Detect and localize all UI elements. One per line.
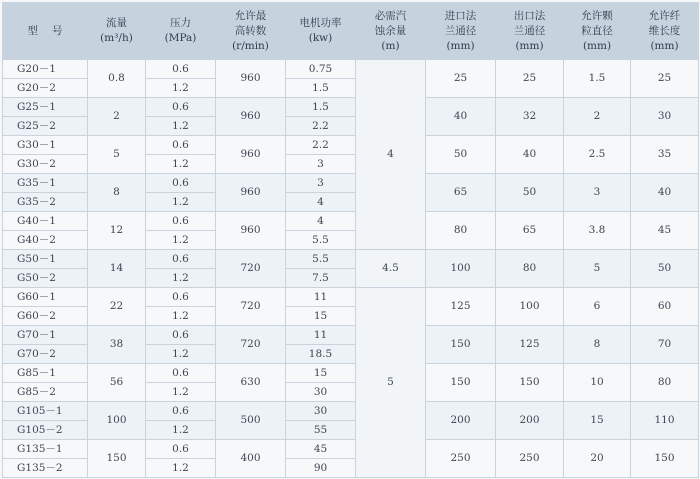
inlet-cell: 50 <box>426 136 496 174</box>
particle-cell: 1.5 <box>564 60 631 98</box>
fiber-cell: 60 <box>631 288 699 326</box>
model-cell: G50－2 <box>3 269 88 288</box>
power-cell: 3 <box>286 174 356 193</box>
pressure-cell: 0.6 <box>146 60 216 79</box>
pressure-cell: 0.6 <box>146 174 216 193</box>
particle-cell: 15 <box>564 402 631 440</box>
pressure-cell: 0.6 <box>146 364 216 383</box>
header-flow <box>88 3 146 60</box>
model-cell: G30－1 <box>3 136 88 155</box>
fiber-cell: 50 <box>631 250 699 288</box>
header-inlet-diameter <box>426 3 496 60</box>
power-cell: 30 <box>286 402 356 421</box>
outlet-cell: 125 <box>496 326 564 364</box>
outlet-cell: 65 <box>496 212 564 250</box>
header-line: 号 <box>52 24 63 37</box>
power-cell: 4 <box>286 212 356 231</box>
power-cell: 11 <box>286 288 356 307</box>
speed-cell: 960 <box>216 60 286 98</box>
outlet-cell: 100 <box>496 288 564 326</box>
power-cell: 45 <box>286 440 356 459</box>
pressure-cell: 1.2 <box>146 383 216 402</box>
speed-cell: 960 <box>216 136 286 174</box>
fiber-cell: 30 <box>631 98 699 136</box>
header-line: 必需汽 <box>374 9 407 22</box>
outlet-cell: 32 <box>496 98 564 136</box>
model-cell: G70－1 <box>3 326 88 345</box>
header-line: 高转数 <box>234 24 267 37</box>
header-row <box>3 3 699 60</box>
pressure-cell: 0.6 <box>146 326 216 345</box>
model-cell: G20－2 <box>3 79 88 98</box>
inlet-cell: 200 <box>426 402 496 440</box>
speed-cell: 960 <box>216 98 286 136</box>
speed-cell: 720 <box>216 250 286 288</box>
pressure-cell: 1.2 <box>146 345 216 364</box>
model-cell: G50－1 <box>3 250 88 269</box>
header-model <box>3 3 88 60</box>
inlet-cell: 125 <box>426 288 496 326</box>
header-line: (mm) <box>515 39 544 52</box>
inlet-cell: 25 <box>426 60 496 98</box>
particle-cell: 2 <box>564 98 631 136</box>
header-line: 出口法 <box>513 9 546 22</box>
particle-cell: 10 <box>564 364 631 402</box>
particle-cell: 3.8 <box>564 212 631 250</box>
pressure-cell: 1.2 <box>146 459 216 478</box>
header-line: 兰通径 <box>444 24 477 37</box>
table-row <box>3 60 699 79</box>
power-cell: 55 <box>286 421 356 440</box>
flow-cell: 8 <box>88 174 146 212</box>
table-row <box>3 250 699 269</box>
header-line: 压力 <box>170 17 191 29</box>
header-particle-diameter <box>564 3 631 60</box>
model-cell: G25－1 <box>3 98 88 117</box>
power-cell: 15 <box>286 307 356 326</box>
table-row <box>3 98 699 117</box>
flow-cell: 0.8 <box>88 60 146 98</box>
header-npsh <box>356 3 426 60</box>
table-body <box>3 60 699 478</box>
pressure-cell: 1.2 <box>146 307 216 326</box>
outlet-cell: 250 <box>496 440 564 478</box>
pressure-cell: 1.2 <box>146 79 216 98</box>
inlet-cell: 80 <box>426 212 496 250</box>
fiber-cell: 25 <box>631 60 699 98</box>
speed-cell: 720 <box>216 326 286 364</box>
flow-cell: 12 <box>88 212 146 250</box>
fiber-cell: 40 <box>631 174 699 212</box>
pressure-cell: 1.2 <box>146 269 216 288</box>
header-line: (m³/h) <box>100 32 133 44</box>
power-cell: 5.5 <box>286 231 356 250</box>
pressure-cell: 0.6 <box>146 212 216 231</box>
model-cell: G40－2 <box>3 231 88 250</box>
header-fiber-length <box>631 3 699 60</box>
table-row <box>3 212 699 231</box>
power-cell: 11 <box>286 326 356 345</box>
header-line: 兰通径 <box>513 24 546 37</box>
particle-cell: 6 <box>564 288 631 326</box>
table-row <box>3 440 699 459</box>
header-line: 流量 <box>106 17 127 29</box>
pressure-cell: 0.6 <box>146 136 216 155</box>
power-cell: 5.5 <box>286 250 356 269</box>
flow-cell: 150 <box>88 440 146 478</box>
power-cell: 1.5 <box>286 79 356 98</box>
header-line: 允许颗 <box>581 9 613 22</box>
pressure-cell: 0.6 <box>146 250 216 269</box>
table-row <box>3 364 699 383</box>
particle-cell: 5 <box>564 250 631 288</box>
table-row <box>3 402 699 421</box>
model-cell: G40－1 <box>3 212 88 231</box>
flow-cell: 5 <box>88 136 146 174</box>
model-cell: G70－2 <box>3 345 88 364</box>
fiber-cell: 110 <box>631 402 699 440</box>
npsh-cell: 4.5 <box>356 250 426 288</box>
pump-spec-table <box>2 2 699 478</box>
power-cell: 2.2 <box>286 117 356 136</box>
fiber-cell: 150 <box>631 440 699 478</box>
pressure-cell: 0.6 <box>146 440 216 459</box>
table-row <box>3 288 699 307</box>
model-cell: G30－2 <box>3 155 88 174</box>
speed-cell: 960 <box>216 212 286 250</box>
flow-cell: 2 <box>88 98 146 136</box>
power-cell: 18.5 <box>286 345 356 364</box>
power-cell: 0.75 <box>286 60 356 79</box>
model-cell: G35－1 <box>3 174 88 193</box>
model-cell: G35－2 <box>3 193 88 212</box>
pressure-cell: 1.2 <box>146 117 216 136</box>
header-line: (mm) <box>650 39 679 52</box>
particle-cell: 8 <box>564 326 631 364</box>
model-cell: G25－2 <box>3 117 88 136</box>
npsh-cell: 5 <box>356 288 426 478</box>
model-cell: G60－1 <box>3 288 88 307</box>
inlet-cell: 100 <box>426 250 496 288</box>
inlet-cell: 150 <box>426 326 496 364</box>
fiber-cell: 35 <box>631 136 699 174</box>
model-cell: G85－2 <box>3 383 88 402</box>
outlet-cell: 200 <box>496 402 564 440</box>
pressure-cell: 0.6 <box>146 98 216 117</box>
pressure-cell: 0.6 <box>146 288 216 307</box>
header-line: (mm) <box>582 39 612 52</box>
header-line: 维长度 <box>648 24 681 37</box>
outlet-cell: 25 <box>496 60 564 98</box>
header-line: (kw) <box>308 32 333 44</box>
npsh-cell: 4 <box>356 60 426 250</box>
flow-cell: 56 <box>88 364 146 402</box>
inlet-cell: 65 <box>426 174 496 212</box>
pressure-cell: 1.2 <box>146 421 216 440</box>
flow-cell: 14 <box>88 250 146 288</box>
header-line: 电机功率 <box>299 17 342 29</box>
outlet-cell: 150 <box>496 364 564 402</box>
inlet-cell: 250 <box>426 440 496 478</box>
pressure-cell: 1.2 <box>146 155 216 174</box>
power-cell: 90 <box>286 459 356 478</box>
header-line: (r/min) <box>232 39 269 52</box>
header-line: 粒直径 <box>581 24 613 37</box>
speed-cell: 720 <box>216 288 286 326</box>
speed-cell: 960 <box>216 174 286 212</box>
model-cell: G20－1 <box>3 60 88 79</box>
header-line: 进口法 <box>444 9 477 22</box>
power-cell: 2.2 <box>286 136 356 155</box>
power-cell: 15 <box>286 364 356 383</box>
header-line: 蚀余量 <box>374 24 407 37</box>
pressure-cell: 0.6 <box>146 402 216 421</box>
pressure-cell: 1.2 <box>146 231 216 250</box>
speed-cell: 630 <box>216 364 286 402</box>
power-cell: 1.5 <box>286 98 356 117</box>
particle-cell: 20 <box>564 440 631 478</box>
power-cell: 4 <box>286 193 356 212</box>
inlet-cell: 40 <box>426 98 496 136</box>
fiber-cell: 80 <box>631 364 699 402</box>
header-line: 型 <box>27 24 38 37</box>
flow-cell: 38 <box>88 326 146 364</box>
table-row <box>3 326 699 345</box>
fiber-cell: 45 <box>631 212 699 250</box>
header-line: (m) <box>381 39 400 52</box>
pressure-cell: 1.2 <box>146 193 216 212</box>
model-cell: G85－1 <box>3 364 88 383</box>
fiber-cell: 70 <box>631 326 699 364</box>
table-row <box>3 174 699 193</box>
power-cell: 30 <box>286 383 356 402</box>
flow-cell: 22 <box>88 288 146 326</box>
power-cell: 7.5 <box>286 269 356 288</box>
header-max-speed <box>216 3 286 60</box>
particle-cell: 2.5 <box>564 136 631 174</box>
outlet-cell: 40 <box>496 136 564 174</box>
header-line: 允许最 <box>234 9 267 22</box>
header-outlet-diameter <box>496 3 564 60</box>
power-cell: 3 <box>286 155 356 174</box>
flow-cell: 100 <box>88 402 146 440</box>
table-row <box>3 136 699 155</box>
header-line: 允许纤 <box>648 9 681 22</box>
inlet-cell: 150 <box>426 364 496 402</box>
header-motor-power <box>286 3 356 60</box>
particle-cell: 3 <box>564 174 631 212</box>
speed-cell: 400 <box>216 440 286 478</box>
header-line: (mm) <box>446 39 475 52</box>
model-cell: G105－1 <box>3 402 88 421</box>
outlet-cell: 50 <box>496 174 564 212</box>
model-cell: G135－2 <box>3 459 88 478</box>
model-cell: G105－2 <box>3 421 88 440</box>
header-line: (MPa) <box>164 32 197 44</box>
outlet-cell: 80 <box>496 250 564 288</box>
model-cell: G60－2 <box>3 307 88 326</box>
model-cell: G135－1 <box>3 440 88 459</box>
speed-cell: 500 <box>216 402 286 440</box>
header-pressure <box>146 3 216 60</box>
